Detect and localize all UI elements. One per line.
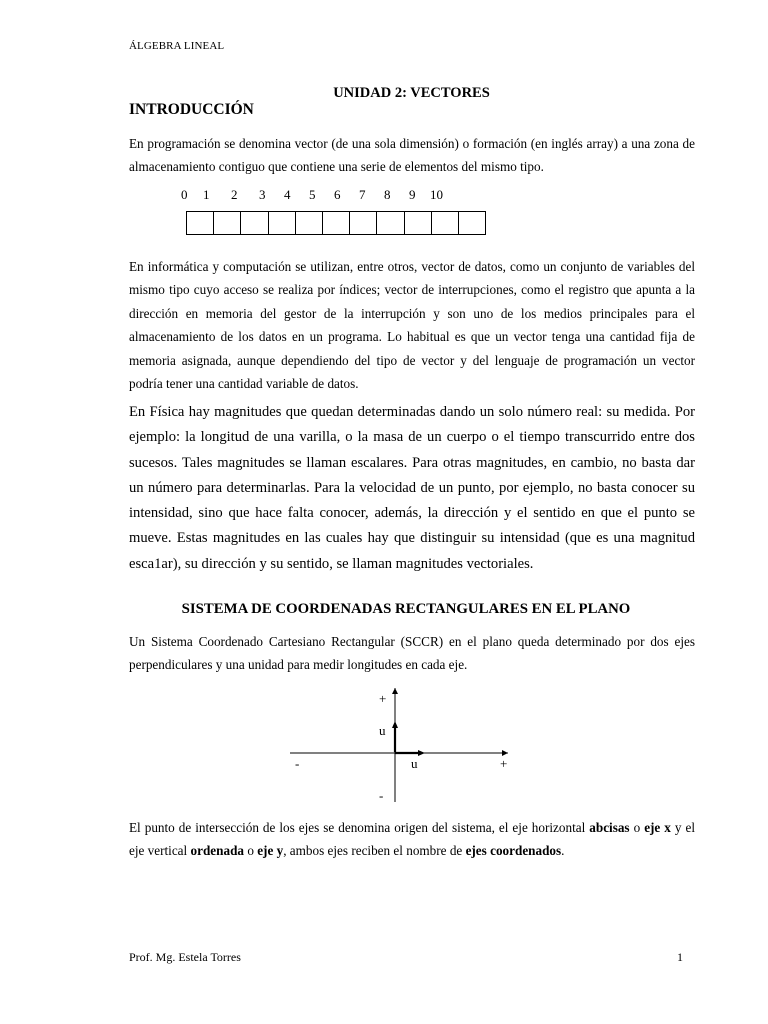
- array-index: 10: [430, 187, 443, 202]
- footer-author: Prof. Mg. Estela Torres: [129, 950, 241, 964]
- array-cell: [241, 212, 268, 234]
- u-vertical-label: u: [379, 723, 386, 738]
- intro-heading: INTRODUCCIÓN: [129, 101, 254, 118]
- array-cell: [377, 212, 404, 234]
- term-ejes-coordenados: ejes coordenados: [465, 843, 562, 859]
- y-axis-arrowhead: [392, 688, 398, 694]
- array-cell: [269, 212, 296, 234]
- y-minus-label: -: [379, 788, 384, 803]
- array-cell: [214, 212, 241, 234]
- origin-text: , ambos ejes reciben el nombre de: [283, 843, 466, 859]
- array-cell: [350, 212, 377, 234]
- section-heading: SISTEMA DE COORDENADAS RECTANGULARES EN EL PLANO: [181, 601, 631, 617]
- x-minus-label: -: [295, 756, 300, 771]
- term-abcisas: abcisas: [589, 820, 630, 835]
- array-index: 7: [359, 187, 366, 202]
- term-ordenada: ordenada: [190, 843, 245, 859]
- array-cells-diagram: [186, 211, 486, 235]
- running-header: ÁLGEBRA LINEAL: [129, 40, 225, 52]
- array-cell: [323, 212, 350, 234]
- array-index: 5: [309, 187, 316, 202]
- array-index: 8: [384, 187, 391, 202]
- paragraph-computing-vectors: En informática y computación se utilizan, entre otros, vector de datos, como un conjunto de variables del mismo tipo cuyo acceso se realiza por índices; vector de interrupciones, como el registro que apunta a la dirección en memoria del gestor de la interrupción y son uno de los medios principales para el almacenamiento de los datos en un programa. Lo habitual es que un vector tenga una cantidad fija de memoria asignada, aunque dependiendo del tipo de vector y del lenguaje de programación un vector podría tener una cantidad variable de datos.: [129, 259, 695, 392]
- array-index: 4: [284, 187, 291, 202]
- origin-text: o: [629, 820, 645, 835]
- array-index: 0: [181, 187, 188, 202]
- origin-text: y el eje vertical: [129, 820, 696, 859]
- array-index: 1: [203, 187, 210, 202]
- array-index: 3: [259, 187, 266, 202]
- array-cell: [187, 212, 214, 234]
- array-cell: [296, 212, 323, 234]
- y-plus-label: +: [379, 691, 387, 706]
- origin-text: El punto de intersección de los ejes se denomina origen del sistema, el eje horizontal: [129, 820, 590, 835]
- unit-title: UNIDAD 2: VECTORES: [333, 85, 490, 101]
- origin-text: o: [244, 843, 258, 859]
- paragraph-physics-magnitudes: En Física hay magnitudes que quedan determinadas dando un solo número real: su medida. Por ejemplo: la longitud de una varilla, o la masa de un cuerpo o el tiempo transcurrido entre dos sucesos. Tales magnitudes se llaman escalares. Para otras magnitudes, en cambio, no basta dar un número para determinarlas. Para la velocidad de un punto, por ejemplo, no basta conocer su intensidad, sino que hace falta conocer, además, la dirección y el sentido en que el punto se mueve. Estas magnitudes en las cuales hay que distinguir su intensidad (que es una magnitud esca1ar), su dirección y su sentido, se llaman magnitudes vectoriales.: [129, 404, 695, 572]
- array-index: 9: [409, 187, 416, 202]
- array-cell: [432, 212, 459, 234]
- array-index: 2: [231, 187, 238, 202]
- x-plus-label: +: [500, 756, 508, 771]
- term-eje-y: eje y: [257, 843, 284, 859]
- array-index-row: [0, 187, 768, 205]
- coordinate-axes-diagram: [280, 680, 520, 810]
- paragraph-origin-definition: [129, 816, 695, 863]
- paragraph-vector-definition: En programación se denomina vector (de una sola dimensión) o formación (en inglés array) a una zona de almacenamiento contiguo que contiene una serie de elementos del mismo tipo.: [129, 136, 695, 175]
- unit-vector-horizontal-head: [418, 750, 425, 756]
- u-horizontal-label: u: [411, 756, 418, 771]
- paragraph-sccr-definition: Un Sistema Coordenado Cartesiano Rectangular (SCCR) en el plano queda determinado por dos ejes perpendiculares y una unidad para medir longitudes en cada eje.: [129, 634, 695, 673]
- array-cell: [405, 212, 432, 234]
- term-eje-x: eje x: [644, 820, 671, 835]
- origin-text: .: [561, 843, 565, 859]
- unit-vector-vertical-head: [392, 721, 398, 728]
- array-index: 6: [334, 187, 341, 202]
- page-number: 1: [677, 950, 683, 964]
- array-cell: [459, 212, 485, 234]
